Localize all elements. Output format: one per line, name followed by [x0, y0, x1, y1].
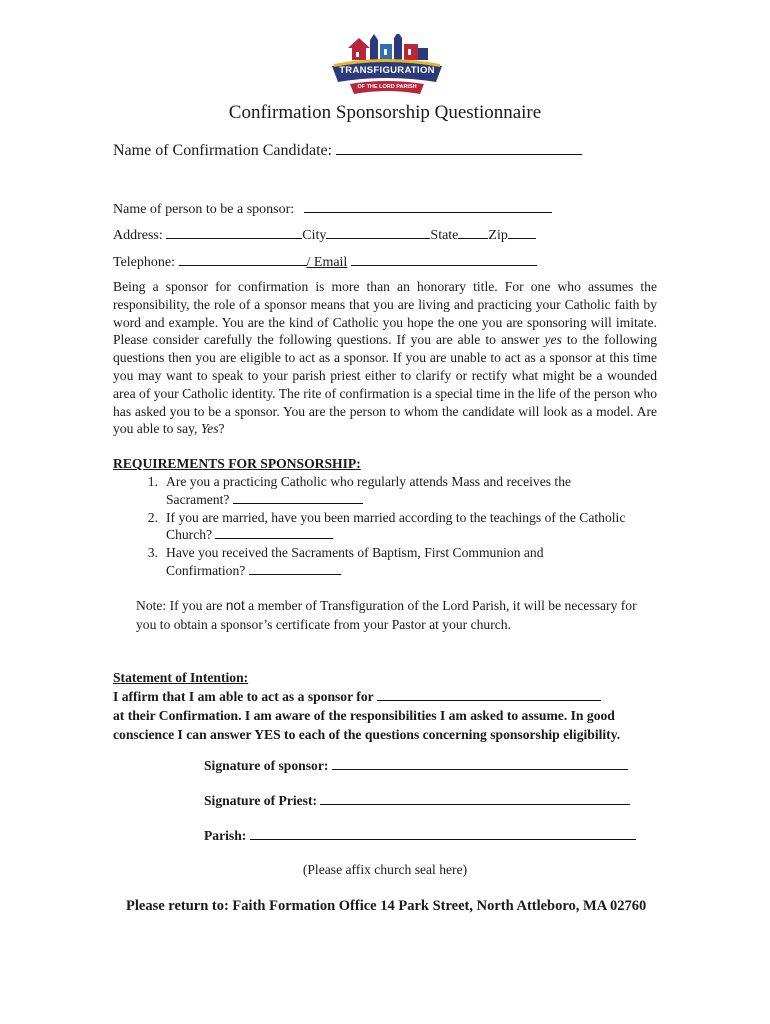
- intro-yes-end: Yes: [200, 421, 219, 437]
- requirement-number: 2.: [147, 509, 158, 525]
- email-label: / Email: [306, 255, 348, 270]
- requirement-item: [113, 473, 653, 509]
- parish-logo: [328, 34, 446, 98]
- email-input-line[interactable]: [351, 253, 537, 266]
- sponsor-signature-label: Signature of sponsor:: [204, 758, 329, 773]
- state-label: State: [430, 228, 459, 243]
- address-input-line[interactable]: [166, 226, 302, 239]
- note-paragraph: [136, 596, 656, 634]
- requirement-1-answer-line[interactable]: [233, 491, 363, 504]
- city-label: City: [302, 228, 327, 243]
- requirement-text: Are you a practicing Catholic who regularly attends Mass and receives the Sacrament?: [166, 474, 572, 507]
- statement-candidate-line[interactable]: [377, 688, 601, 701]
- intro-yes-word: yes: [544, 332, 562, 348]
- candidate-label: Name of Confirmation Candidate:: [113, 142, 333, 159]
- intro-question-mark: ?: [218, 421, 225, 437]
- note-not-word: not: [225, 598, 245, 613]
- parish-field: [204, 827, 636, 844]
- requirement-item: [113, 509, 653, 545]
- note-text-2: a member of Transfiguration of the Lord Parish, it will be necessary for you to obtain a sponsor’s certificate from your Pastor at your church.: [136, 598, 637, 632]
- zip-input-line[interactable]: [508, 226, 536, 239]
- priest-signature-field: [204, 792, 630, 809]
- sponsor-name-field: [113, 200, 552, 218]
- priest-signature-line[interactable]: [320, 792, 630, 805]
- telephone-label: Telephone:: [113, 255, 175, 270]
- statement-heading: Statement of Intention:: [113, 670, 249, 685]
- zip-label: Zip: [488, 228, 508, 243]
- statement-of-intention: [113, 668, 673, 744]
- sponsor-signature-field: [204, 757, 628, 774]
- address-label: Address:: [113, 228, 163, 243]
- parish-label: Parish:: [204, 828, 247, 843]
- sponsor-name-label: Name of person to be a sponsor:: [113, 202, 295, 217]
- intro-text-1: Being a sponsor for confirmation is more than an honorary title. For one who assumes the responsibility, the role of a sponsor means that you are living and practicing your Catholic faith by word and example. You are the kind of Catholic you hope the one you are sponsoring will imitate. Please consider carefully the following questions. If you are able to answer: [113, 279, 657, 348]
- requirements-heading: REQUIREMENTS FOR SPONSORSHIP:: [113, 456, 361, 471]
- requirement-text: Have you received the Sacraments of Baptism, First Communion and Confirmation?: [166, 545, 544, 578]
- logo-text-sub: OF THE LORD PARISH: [357, 84, 417, 90]
- telephone-input-line[interactable]: [179, 253, 307, 266]
- sponsor-name-input-line[interactable]: [304, 200, 552, 213]
- requirement-number: 3.: [147, 545, 158, 561]
- requirements-list: [113, 473, 653, 580]
- intro-text-2: to the following questions then you are eligible to act as a sponsor. If you are unable to act as a sponsor at this time you may want to speak to your parish priest either to clarify or rectify what might be a wounded area of your Catholic identity. The rite of confirmation is a special time in the life of the person who has asked you to be a sponsor. You are the person to whom the candidate will look as a model. Are you able to say,: [113, 332, 657, 437]
- statement-line-1: I affirm that I am able to act as a sponsor for: [113, 689, 374, 704]
- address-field: [113, 226, 536, 244]
- logo-text-main: TRANSFIGURATION: [339, 65, 435, 76]
- seal-instruction: (Please affix church seal here): [302, 862, 468, 877]
- requirement-3-answer-line[interactable]: [249, 562, 341, 575]
- page-title: Confirmation Sponsorship Questionnaire: [228, 102, 542, 123]
- statement-line-2: at their Confirmation. I am aware of the responsibilities I am asked to assume. In good conscience I can answer YES to each of the questions concerning sponsorship eligibility.: [113, 708, 621, 742]
- intro-paragraph: [113, 278, 657, 438]
- requirement-text: If you are married, have you been married according to the teachings of the Catholic Church?: [166, 509, 626, 543]
- note-text-1: Note: If you are: [136, 598, 226, 613]
- sponsor-signature-line[interactable]: [332, 757, 628, 770]
- requirement-item: [113, 544, 653, 580]
- candidate-field: [113, 142, 582, 160]
- candidate-input-line[interactable]: [336, 142, 582, 155]
- parish-input-line[interactable]: [250, 827, 636, 840]
- state-input-line[interactable]: [458, 226, 488, 239]
- city-input-line[interactable]: [326, 226, 430, 239]
- return-address: Please return to: Faith Formation Office 14 Park Street, North Attleboro, MA 02760: [126, 898, 647, 914]
- requirement-number: 1.: [147, 474, 158, 489]
- telephone-field: [113, 253, 537, 271]
- priest-signature-label: Signature of Priest:: [204, 793, 318, 808]
- requirement-2-answer-line[interactable]: [215, 526, 333, 539]
